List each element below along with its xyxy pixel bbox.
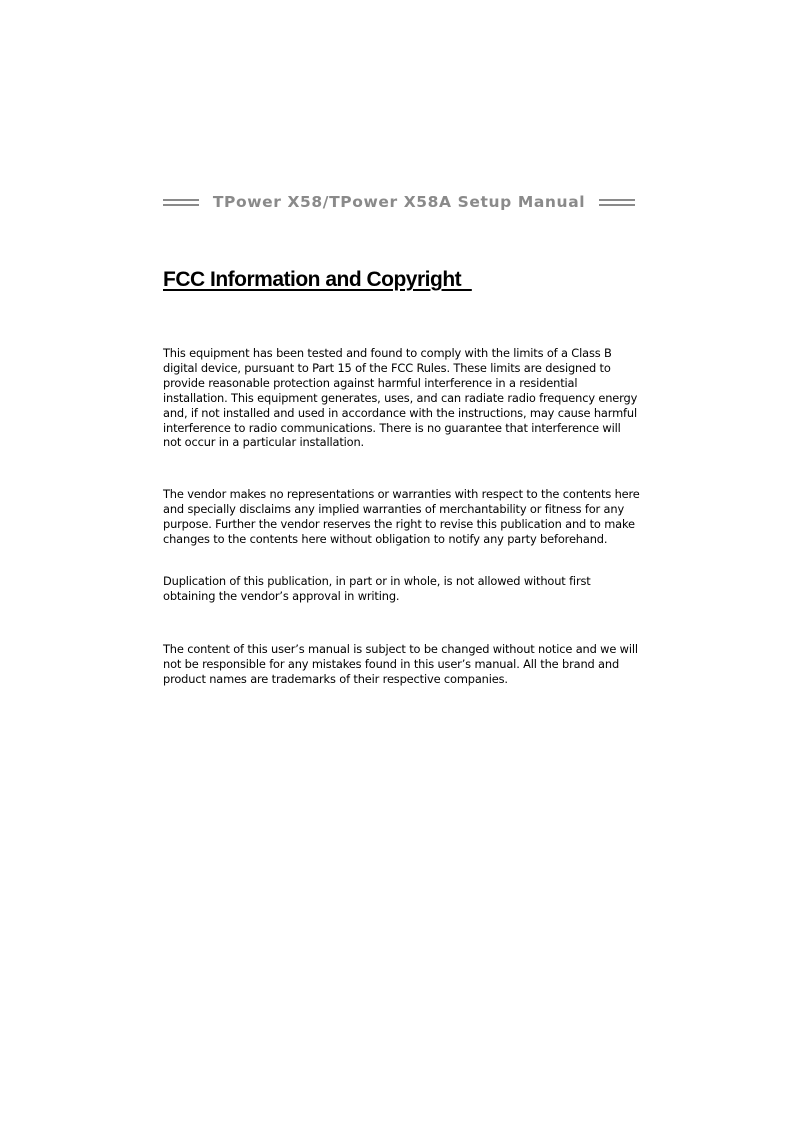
duplication-notice-paragraph: Duplication of this publication, in part or in whole, is not allowed without first obtaining the vendor’s approval in writing. — [163, 574, 591, 603]
fcc-compliance-paragraph: This equipment has been tested and found to comply with the limits of a Class B digital device, pursuant to Part 15 of the FCC Rules. These limits are designed to provide reasonable protection against harmful interference in a residential installation. This equipment generates, uses, and can radiate radio frequency energy and, if not installed and used in accordance with the instructions, may cause harmful interference to radio communications. There is no guarantee that interference will not occur in a particular installation. — [163, 346, 638, 450]
page-title: FCC Information and Copyright — [163, 268, 472, 291]
running-header — [163, 191, 635, 213]
warranty-disclaimer-paragraph: The vendor makes no representations or warranties with respect to the contents here and specially disclaims any implied warranties of merchantability or fitness for any purpose. Further the vendor reserves the right to revise this publication and to make changes to the contents here without obligation to notify any party beforehand. — [163, 487, 640, 546]
header-rule-right — [599, 199, 635, 206]
trademark-notice-paragraph: The content of this user’s manual is subject to be changed without notice and we will not be responsible for any mistakes found in this user’s manual. All the brand and product names are trademarks of their respective companies. — [163, 642, 638, 686]
manual-title: TPower X58/TPower X58A Setup Manual — [212, 193, 586, 211]
header-rule-left — [163, 199, 199, 206]
